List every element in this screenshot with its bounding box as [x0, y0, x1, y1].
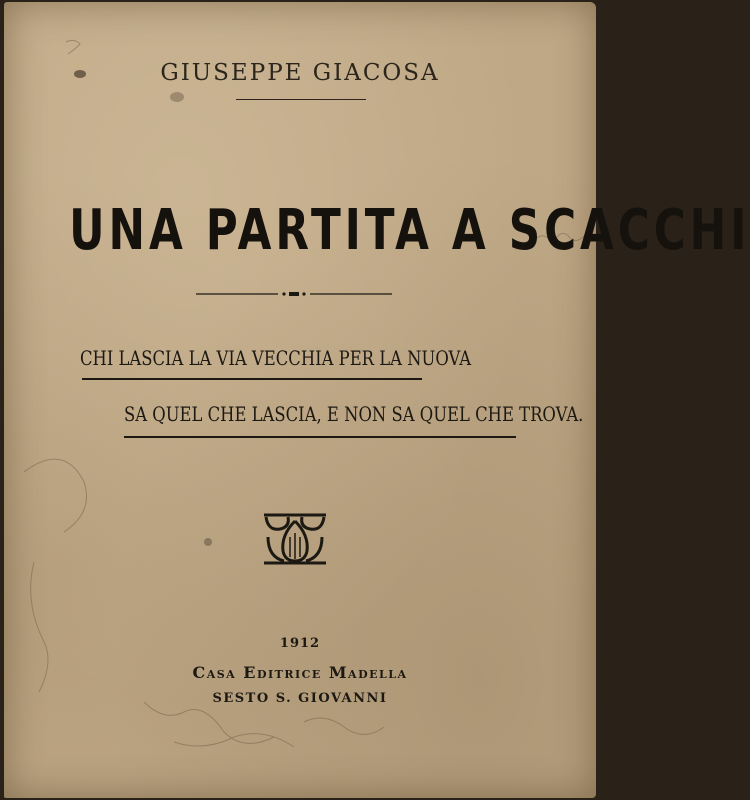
art-nouveau-ornament-icon: [260, 507, 330, 571]
motto-line-1: CHI LASCIA LA VIA VECCHIA PER LA NUOVA: [80, 346, 472, 370]
ink-stain: [204, 538, 212, 546]
ink-stain: [170, 92, 184, 102]
book-cover: [4, 2, 750, 798]
publisher-city: SESTO S. GIOVANNI: [212, 691, 388, 706]
author-name: GIUSEPPE GIACOSA: [160, 60, 440, 86]
motto-line-2: SA QUEL CHE LASCIA, E NON SA QUEL CHE TROVA.: [124, 402, 584, 426]
author-rule: [236, 99, 366, 100]
motto-underline-2: [124, 436, 516, 438]
book-title: UNA PARTITA A SCACCHI: [69, 198, 750, 263]
ornamental-rule-icon: [196, 290, 392, 298]
publisher-name: Casa Editrice Madella: [192, 663, 408, 682]
publication-year: 1912: [279, 636, 321, 651]
motto-underline-1: [82, 378, 422, 380]
